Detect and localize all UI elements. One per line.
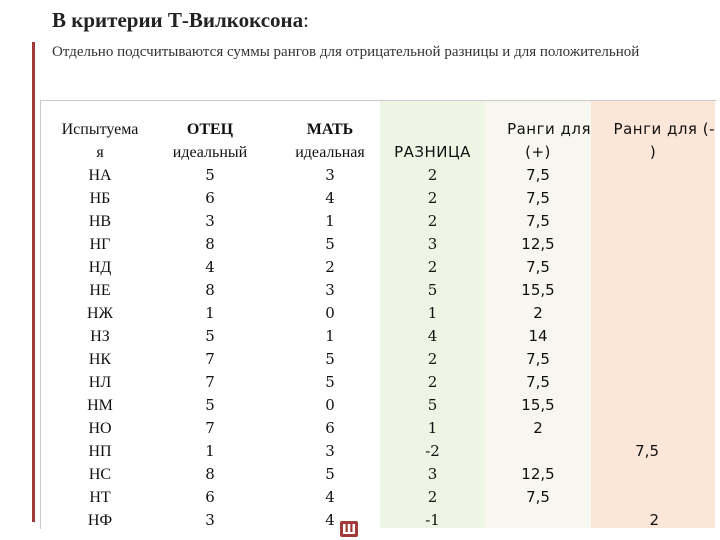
cell-mother: 5 [325, 465, 335, 483]
cell-rank-plus: 2 [533, 419, 543, 437]
cell-father: 8 [205, 281, 215, 299]
cell-father: 5 [205, 327, 215, 345]
cell-rank-minus [591, 164, 659, 187]
cell-rank-plus [485, 509, 591, 532]
header-mother-line1: МАТЬ [306, 121, 354, 138]
cell-mother: 3 [325, 281, 335, 299]
cell-father: 6 [205, 488, 215, 506]
cell-diff: 2 [427, 373, 438, 391]
cell-mother: 4 [325, 511, 335, 529]
cell-father: 7 [205, 419, 215, 437]
cell-father: 3 [205, 511, 215, 529]
cell-mother: 1 [325, 212, 335, 230]
cell-subject: НД [88, 259, 112, 276]
page-title [52, 8, 309, 33]
page-subtitle: Отдельно подсчитываются суммы рангов для отрицательной разницы и для положительной [52, 44, 640, 60]
page-title-colon: : [303, 8, 309, 32]
cell-subject: НЕ [89, 282, 111, 299]
cell-rank-plus: 7,5 [526, 258, 550, 276]
cell-rank-plus: 12,5 [521, 465, 555, 483]
cell-rank-minus [591, 417, 659, 440]
cell-rank-minus [591, 302, 659, 325]
cell-rank-plus: 12,5 [521, 235, 555, 253]
cell-rank-minus [591, 187, 659, 210]
cell-mother: 2 [325, 258, 335, 276]
cell-father: 7 [205, 350, 215, 368]
cell-rank-minus: 7,5 [635, 442, 659, 460]
cell-diff: 2 [427, 166, 438, 184]
cell-rank-plus: 14 [528, 327, 548, 345]
page-title-text: В критерии Т-Вилкоксона [52, 8, 304, 32]
cell-subject: НТ [89, 489, 111, 506]
cell-rank-minus [591, 371, 659, 394]
cell-rank-minus [591, 279, 659, 302]
cell-father: 4 [205, 258, 215, 276]
cell-diff: 2 [427, 212, 438, 230]
cell-rank-plus: 7,5 [526, 488, 550, 506]
cell-diff: 2 [427, 350, 438, 368]
cell-rank-plus: 7,5 [526, 373, 550, 391]
accent-bar [32, 42, 35, 522]
cell-father: 6 [205, 189, 215, 207]
header-rank-minus-line2: ) [649, 143, 657, 161]
cell-subject: НБ [89, 190, 111, 207]
cell-father: 7 [205, 373, 215, 391]
header-subject-line2: я [96, 144, 104, 161]
cell-rank-plus [485, 440, 591, 463]
cell-rank-plus: 7,5 [526, 212, 550, 230]
cell-subject: НГ [89, 236, 111, 253]
cell-father: 5 [205, 166, 215, 184]
cell-father: 5 [205, 396, 215, 414]
cell-rank-minus [591, 256, 659, 279]
cell-father: 8 [205, 235, 215, 253]
cell-mother: 4 [325, 189, 335, 207]
header-rank-plus-line1: Ранги для [507, 120, 591, 138]
cell-subject: НЖ [87, 305, 113, 322]
cell-mother: 4 [325, 488, 335, 506]
header-rank-minus-line1: Ранги для (- [613, 120, 715, 138]
cell-diff: 5 [427, 396, 438, 414]
cell-mother: 5 [325, 350, 335, 368]
cell-diff: 2 [427, 258, 438, 276]
cell-rank-minus [591, 486, 659, 509]
cell-mother: 3 [325, 166, 335, 184]
cell-rank-minus [591, 210, 659, 233]
cell-rank-plus: 15,5 [521, 396, 555, 414]
cell-diff: 2 [427, 189, 438, 207]
cell-father: 1 [205, 304, 215, 322]
cell-diff: 3 [427, 465, 438, 483]
cell-mother: 0 [325, 304, 335, 322]
cell-father: 8 [205, 465, 215, 483]
cell-mother: 5 [325, 373, 335, 391]
cell-rank-plus: 7,5 [526, 350, 550, 368]
cell-rank-minus [591, 348, 659, 371]
cell-rank-minus [591, 394, 659, 417]
cell-father: 3 [205, 212, 215, 230]
cell-subject: НМ [87, 397, 113, 414]
header-father-line2: идеальный [172, 144, 248, 161]
header-diff: РАЗНИЦА [394, 143, 471, 161]
cell-subject: НО [88, 420, 112, 437]
cell-rank-minus [591, 233, 659, 256]
cell-subject: НК [88, 351, 112, 368]
cell-diff: 3 [427, 235, 438, 253]
header-rank-plus-line2: (+) [525, 143, 551, 161]
cell-diff: 4 [427, 327, 438, 345]
cell-mother: 6 [325, 419, 335, 437]
cell-mother: 0 [325, 396, 335, 414]
cell-rank-plus: 15,5 [521, 281, 555, 299]
cell-rank-minus [591, 463, 659, 486]
cell-subject: НФ [87, 512, 113, 529]
cell-subject: НС [88, 466, 112, 483]
header-subject-line1: Испытуема [61, 121, 139, 138]
cell-subject: НЗ [90, 328, 110, 345]
cell-diff: 1 [427, 304, 438, 322]
cell-father: 1 [205, 442, 215, 460]
cell-subject: НВ [88, 213, 112, 230]
cell-mother: 1 [325, 327, 335, 345]
cell-diff: 5 [427, 281, 438, 299]
cell-rank-plus: 2 [533, 304, 543, 322]
cell-rank-minus: 2 [649, 511, 659, 529]
cell-mother: 5 [325, 235, 335, 253]
cell-subject: НП [88, 443, 112, 460]
cell-diff: 2 [427, 488, 438, 506]
cell-rank-plus: 7,5 [526, 166, 550, 184]
cell-diff: -2 [425, 442, 440, 460]
cell-rank-minus [591, 325, 659, 348]
cell-subject: НА [88, 167, 112, 184]
header-mother-line2: идеальная [295, 144, 365, 161]
university-logo-icon [339, 520, 359, 538]
cell-rank-plus: 7,5 [526, 189, 550, 207]
cell-diff: 1 [427, 419, 438, 437]
cell-diff: -1 [425, 511, 440, 529]
cell-mother: 3 [325, 442, 335, 460]
header-father-line1: ОТЕЦ [186, 121, 234, 138]
cell-subject: НЛ [88, 374, 112, 391]
